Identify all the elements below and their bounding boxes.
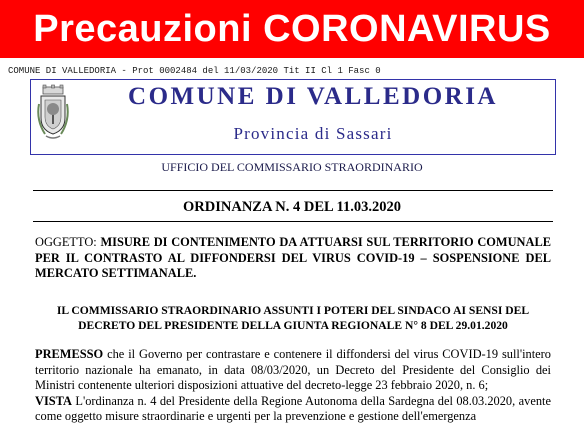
municipal-coat-of-arms-icon — [36, 84, 70, 142]
provincia-name: Provincia di Sassari — [233, 124, 393, 143]
premesso-label: PREMESSO — [35, 347, 104, 361]
premesso-paragraph — [35, 347, 551, 394]
ordinance-body — [35, 347, 551, 425]
commissioner-heading — [35, 303, 551, 333]
subject-paragraph — [35, 235, 551, 282]
protocol-stamp: COMUNE DI VALLEDORIA - Prot 0002484 del 11/03/2020 Tit II Cl 1 Fasc 0 — [8, 66, 381, 76]
divider-bottom — [33, 221, 553, 222]
divider-top — [33, 190, 553, 191]
ordinance-title: ORDINANZA N. 4 DEL 11.03.2020 — [183, 199, 401, 215]
office-title: UFFICIO DEL COMMISSARIO STRAORDINARIO — [161, 160, 423, 174]
banner-title: Precauzioni CORONAVIRUS — [33, 7, 551, 50]
subject-label: OGGETTO: — [35, 235, 97, 249]
commissioner-heading-line-2: DECRETO DEL PRESIDENTE DELLA GIUNTA REGIONALE N° 8 DEL 29.01.2020 — [78, 319, 508, 332]
comune-name: COMUNE DI VALLEDORIA — [128, 83, 498, 110]
subject-text: MISURE DI CONTENIMENTO DA ATTUARSI SUL TERRITORIO COMUNALE PER IL CONTRASTO AL DIFFONDERSI DEL VIRUS COVID-19 – SOSPENSIONE DEL MERCATO SETTIMANALE. — [35, 235, 551, 280]
vista-paragraph — [35, 394, 551, 425]
vista-text: L'ordinanza n. 4 del Presidente della Regione Autonoma della Sardegna del 08.03.2020, avente come oggetto misure straordinarie e urgenti per la prevenzione e gestione dell'emergenza — [35, 393, 551, 423]
title-banner — [0, 0, 584, 58]
vista-label: VISTA — [35, 393, 72, 408]
premesso-text: che il Governo per contrastare e contenere il diffondersi del virus COVID-19 sull'intero territorio nazionale ha emanato, in data 08/03/2020, un Decreto del Presidente del Consiglio dei Ministri contenente ulteriori disposizioni attuative del decreto-legge 23 febbraio 2020, n. 6; — [35, 347, 551, 392]
commissioner-heading-line-1: IL COMMISSARIO STRAORDINARIO ASSUNTI I POTERI DEL SINDACO AI SENSI DEL — [56, 304, 530, 317]
